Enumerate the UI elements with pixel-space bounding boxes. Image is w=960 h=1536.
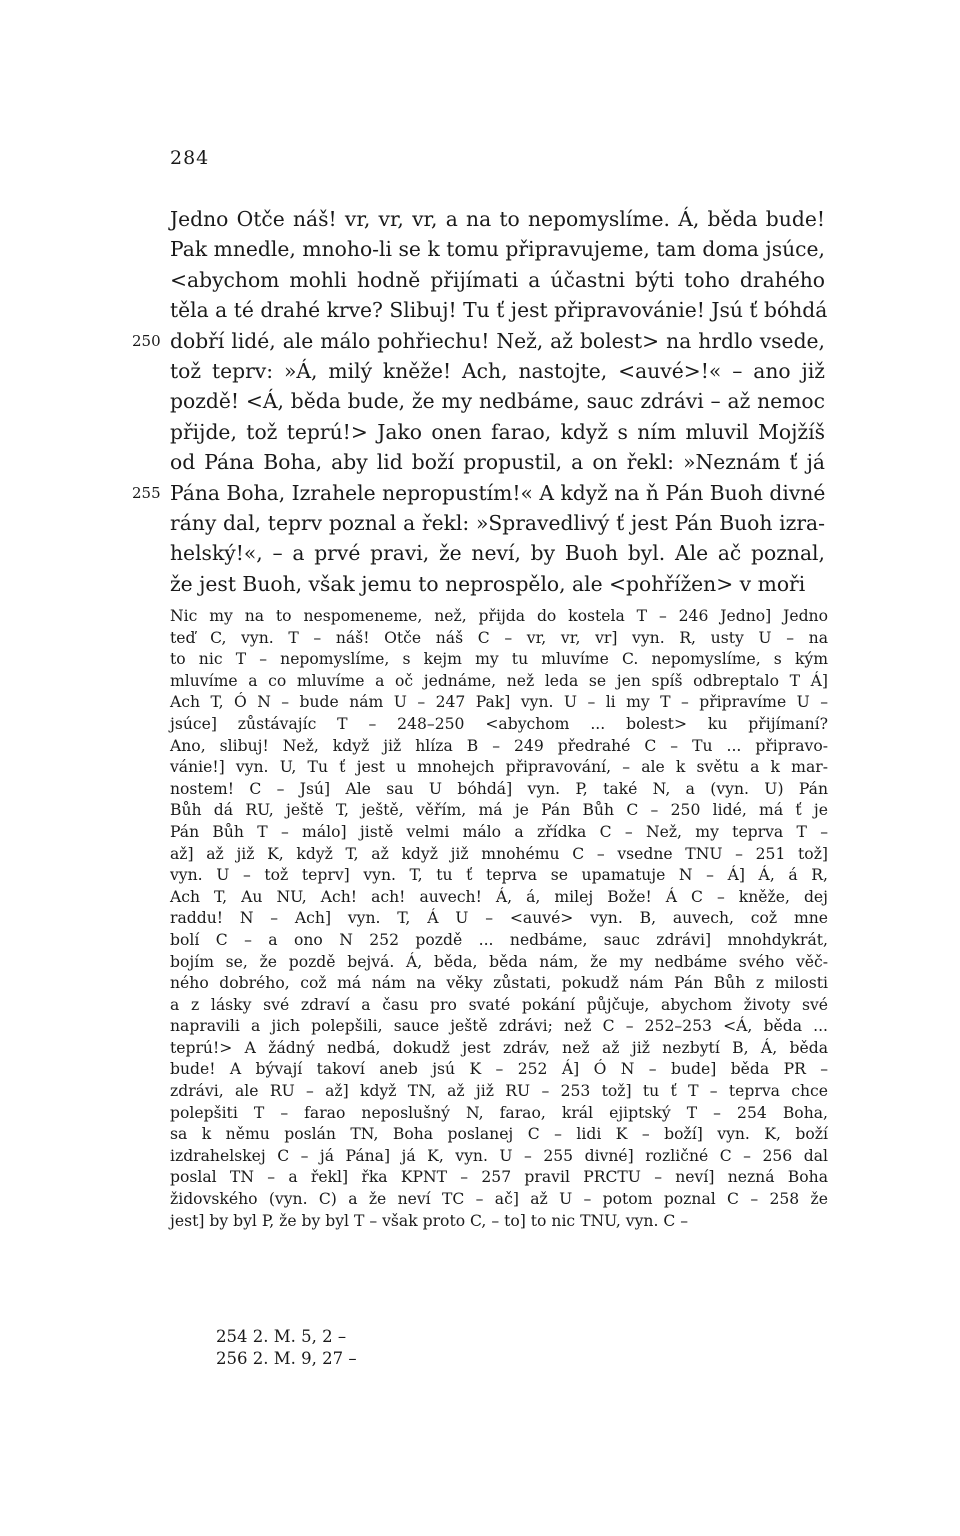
footnote-line: polepšiti T – farao neposlušný N, farao, král ejiptský T – 254 Boha, [170,1103,828,1122]
line-text: Pak mnedle, mnoho-li se k tomu připravujeme, tam doma jsúce, [170,237,825,262]
footnote-line: nostem! C – Jsú] Ale sau U bóhdá] vyn. P, také N, a (vyn. U) Pán [170,779,828,798]
line-text: <abychom mohli hodně přijímati a účastni býti toho drahého [170,267,825,292]
text-line [170,295,828,325]
footnote-line: Ano, slibuj! Než, když již hlíza B – 249 předrahé C – Tu ... připravo- [170,736,828,755]
line-text: pozdě! <Á, běda bude, že my nedbáme, sauc zdrávi – až nemoc [170,389,825,414]
line-text: těla a té drahé krve? Slibuj! Tu ť jest připravovánie! Jsú ť bóhdá [170,298,828,323]
footnote-line: Ach T, Ó N – bude nám U – 247 Pak] vyn. U – li my T – připravíme U – [170,693,828,712]
text-line [170,234,825,264]
footnote-line: teď C, vyn. T – náš! Otče náš C – vr, vr, vr] vyn. R, usty U – na [170,628,828,647]
footnote-line: jsúce] zůstávajíc T – 248–250 <abychom ... bolest> ku přijímaní? [170,714,828,733]
line-text: Jedno Otče náš! vr, vr, vr, a na to nepomyslíme. Á, běda bude! [170,207,825,231]
text-line [170,447,825,477]
text-line [132,478,826,508]
text-line [170,386,825,416]
footnote-line: izdrahelskej C – já Pána] já K, vyn. U – 255 divné] rozličné C – 256 dal [170,1146,828,1165]
footnote-line: jest] by byl P, že by byl T – však proto C, – to] to nic TNU, vyn. C – [170,1211,689,1230]
line-text: tož teprv: »Á, milý kněže! Ach, nastojte, <auvé>!« – ano již [170,358,825,383]
footnote-line: vánie!] vyn. U, Tu ť jest u mnohejch připravování, – ale k světu a k mar- [170,758,828,777]
line-number: 250 [132,331,161,350]
main-text [132,204,828,599]
footnote-line: a z lásky své zdraví a času pro svaté pokání půjčuje, abychom životy své [170,995,828,1014]
text-line [170,508,825,538]
footnote-line: vyn. U – tož teprv] vyn. T, tu ť teprva se upamatuje N – Á] Á, á R, [170,866,828,885]
page-number: 284 [170,147,210,169]
line-text: Pána Boha, Izrahele nepropustím!« A když na ň Pán Buoh divné [170,480,826,505]
footnote-line: bude! A bývají takoví aneb jsú K – 252 Á] Ó N – bude] běda PR – [170,1060,828,1079]
text-line [132,326,825,356]
line-text: dobří lidé, ale málo pohřiechu! Než, až bolest> na hrdlo vsede, [170,328,825,353]
line-text: přijde, tož teprú!> Jako onen farao, když s ním mluvil Mojžíš [170,419,825,444]
footnote-line: Bůh dá RU, ještě T, ještě, věřím, má je Pán Bůh C – 250 lidé, má ť je [170,801,828,820]
footnote-line: Ach T, Au NU, Ach! ach! auvech! Á, á, milej Bože! Á C – kněže, dej [170,887,828,906]
reference-line: 254 2. M. 5, 2 – [216,1327,347,1346]
line-text: helský!«, – a prvé pravi, že neví, by Buoh byl. Ale ač poznal, [170,541,825,566]
footnote-line: ného dobrého, což má nám na věky zůstati, pokudž nám Pán Bůh z milosti [170,974,828,993]
footnote-line: teprú!> A žádný nedbá, dokudž jest zdráv, než až již nezbytí B, Á, běda [170,1038,828,1057]
footnote-line: Nic my na to nespomeneme, než, přijda do kostela T – 246 Jedno] Jedno [170,607,828,625]
footnote-line: raddu! N – Ach] vyn. T, Á U – <auvé> vyn. B, auvech, což mne [170,909,828,928]
reference-line: 256 2. M. 9, 27 – [216,1348,357,1368]
footnote-line: napravili a jich polepšili, sauce ještě zdrávi; než C – 252–253 <Á, běda ... [170,1017,828,1036]
line-text: že jest Buoh, však jemu to neprospělo, ale <pohřížen> v moři [170,571,806,596]
text-line [170,356,825,386]
line-text: od Pána Boha, aby lid boží propustil, a on řekl: »Neznám ť já [170,450,825,475]
footnote-line: až] až již K, když T, až když již mnohému C – vsedne TNU – 251 tož] [170,844,828,863]
footnote-line: mluvíme a co mluvíme a oč jednáme, než leda se jen spíš odbreptalo T Á] [170,671,828,690]
footnote-line: poslal TN – a řekl] řka KPNT – 257 pravil PRCTU – neví] nezná Boha [170,1168,828,1187]
footnote-line: sa k němu poslán TN, Boha poslanej C – lidi K – boží] vyn. K, boží [170,1125,828,1144]
line-text: rány dal, teprv poznal a řekl: »Spravedlivý ť jest Pán Buoh izra- [170,510,825,535]
footnote-line: to nic T – nepomyslíme, s kejm my tu mluvíme C. nepomyslíme, s kým [170,650,828,669]
footnote-line: Pán Bůh T – málo] jistě velmi málo a zřídka C – Než, my teprva T – [170,822,828,841]
footnote-line: zdrávi, ale RU – až] když TN, až již RU – 253 tož] tu ť T – teprva chce [170,1082,828,1101]
line-number: 255 [132,483,161,502]
critical-apparatus [170,606,828,1232]
biblical-references [216,1326,357,1369]
footnote-line: bolí C – a ono N 252 pozdě ... nedbáme, sauc zdrávi] mnohdykrát, [170,930,828,949]
text-line [170,417,825,447]
text-line [170,569,825,599]
footnote-line: bojím se, že pozdě bejvá. Á, běda, běda nám, že my nedbáme svého věč- [170,952,828,971]
text-line [170,204,825,234]
text-line [170,538,825,568]
text-line [170,265,825,295]
footnote-line: židovského (vyn. C) a že neví TC – ač] až U – potom poznal C – 258 že [170,1190,828,1209]
